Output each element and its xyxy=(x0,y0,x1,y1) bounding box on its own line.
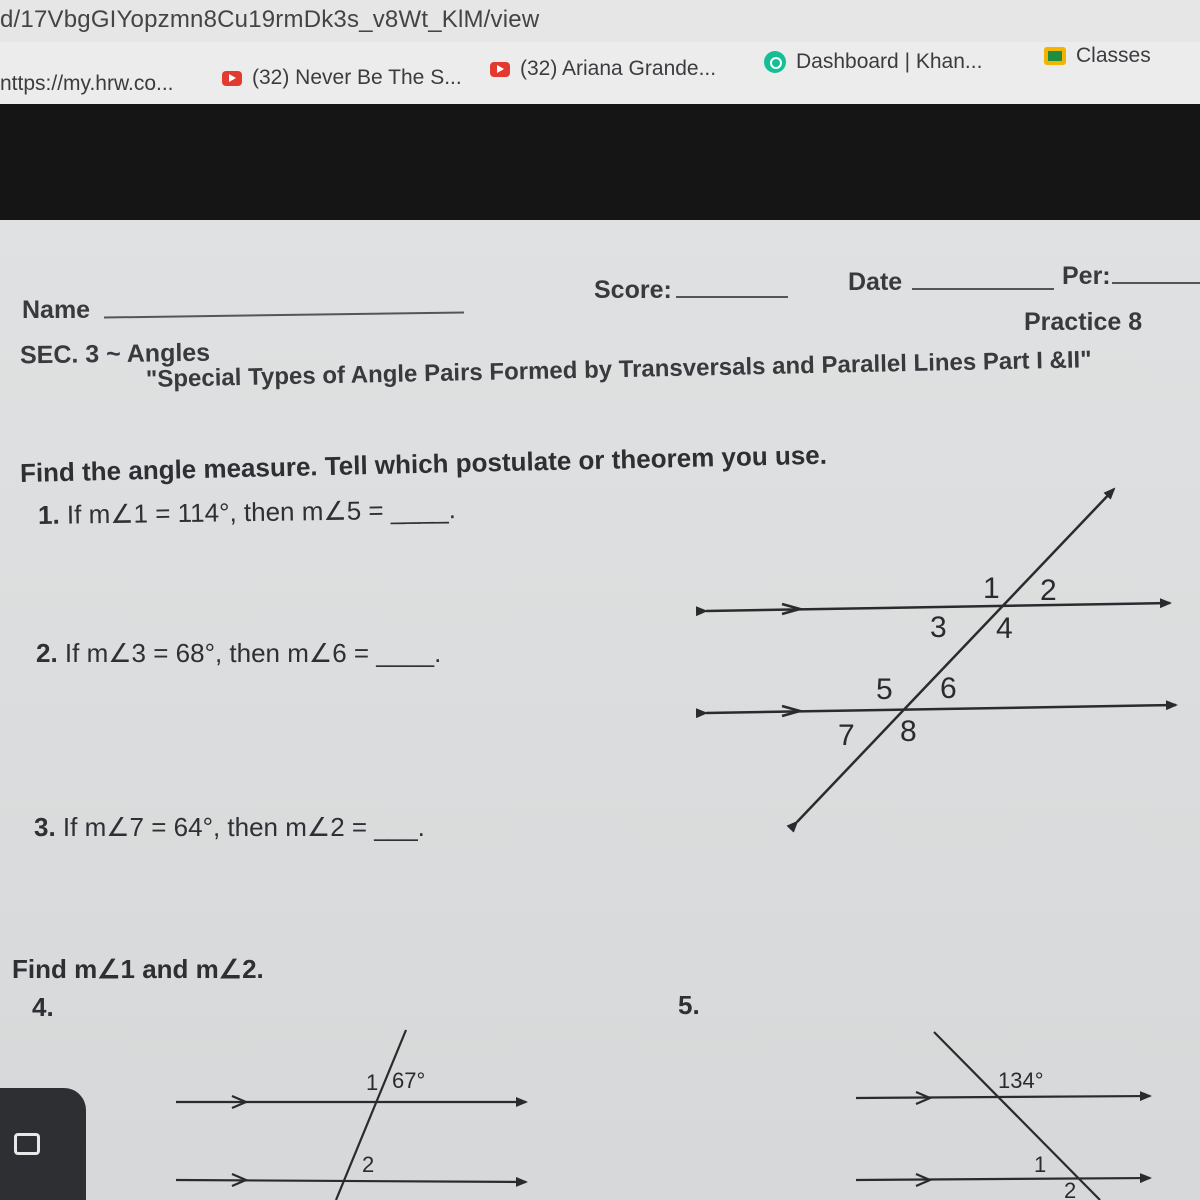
question-number: 3. xyxy=(34,812,56,842)
section-title: SEC. 3 ~ Angles xyxy=(19,338,211,370)
transversal-line xyxy=(797,489,1114,822)
question-text: If m∠7 = 64°, then m∠2 = ___. xyxy=(62,812,425,842)
per-label: Per: xyxy=(1062,262,1111,290)
url-text: d/17VbgGIYopzmn8Cu19rmDk3s_v8Wt_KlM/view xyxy=(0,6,540,33)
instructions: Find the angle measure. Tell which postulate or theorem you use. xyxy=(19,439,828,488)
angle-label-6: 6 xyxy=(940,672,957,705)
diagram-4-line-bottom xyxy=(176,1180,526,1182)
date-label: Date xyxy=(848,268,903,296)
diagram-4 xyxy=(176,1030,526,1200)
bookmark-label: nttps://my.hrw.co... xyxy=(0,72,174,95)
angle-label-2: 2 xyxy=(1040,574,1057,607)
angle-labels xyxy=(838,572,1057,752)
diagram-5-transversal xyxy=(934,1032,1100,1200)
question-number: 1. xyxy=(37,499,60,530)
diagram-4-labels xyxy=(362,1068,425,1177)
diagram-5 xyxy=(856,1032,1150,1200)
bookmark-label: Dashboard | Khan... xyxy=(796,50,983,73)
viewer-corner-panel xyxy=(0,1088,86,1200)
name-label: Name xyxy=(22,296,91,324)
section-2-instructions: Find m∠1 and m∠2. xyxy=(12,954,264,984)
diagram-4-angle-1: 1 xyxy=(366,1070,379,1095)
bookmark-label: (32) Ariana Grande... xyxy=(520,57,717,80)
diagram-5-angle-2: 2 xyxy=(1064,1178,1077,1200)
question-number: 2. xyxy=(36,638,58,668)
score-label: Score: xyxy=(594,276,672,304)
parallel-line-top xyxy=(706,603,1170,611)
angle-label-7: 7 xyxy=(838,719,855,752)
diagram-5-labels xyxy=(998,1068,1076,1200)
problem-5-number: 5. xyxy=(678,990,700,1020)
question-text: If m∠3 = 68°, then m∠6 = ____. xyxy=(64,638,442,668)
diagram-4-angle-2: 2 xyxy=(362,1152,375,1177)
diagram-5-angle-1: 1 xyxy=(1034,1152,1047,1177)
present-icon[interactable] xyxy=(14,1133,40,1155)
problem-4-number: 4. xyxy=(32,992,54,1022)
diagram-5-given-angle: 134° xyxy=(998,1068,1044,1093)
diagram-4-given-angle: 67° xyxy=(392,1068,426,1093)
parallel-line-bottom xyxy=(706,705,1176,713)
bookmark-label: Classes xyxy=(1076,44,1151,67)
angle-label-1: 1 xyxy=(983,572,1000,605)
transversal-diagram xyxy=(706,489,1176,822)
angle-label-3: 3 xyxy=(930,611,947,644)
practice-label: Practice 8 xyxy=(1024,308,1143,336)
angle-label-8: 8 xyxy=(900,715,917,748)
bookmark-label: (32) Never Be The S... xyxy=(252,66,462,89)
angle-label-5: 5 xyxy=(876,673,893,706)
diagram-5-line-bottom xyxy=(856,1178,1150,1180)
question-text: If m∠1 = 114°, then m∠5 = ____. xyxy=(66,494,457,530)
worksheet-title: "Special Types of Angle Pairs Formed by Transversals and Parallel Lines Part I &II" xyxy=(145,346,1092,393)
angle-label-4: 4 xyxy=(996,612,1013,645)
diagram-5-line-top xyxy=(856,1096,1150,1098)
